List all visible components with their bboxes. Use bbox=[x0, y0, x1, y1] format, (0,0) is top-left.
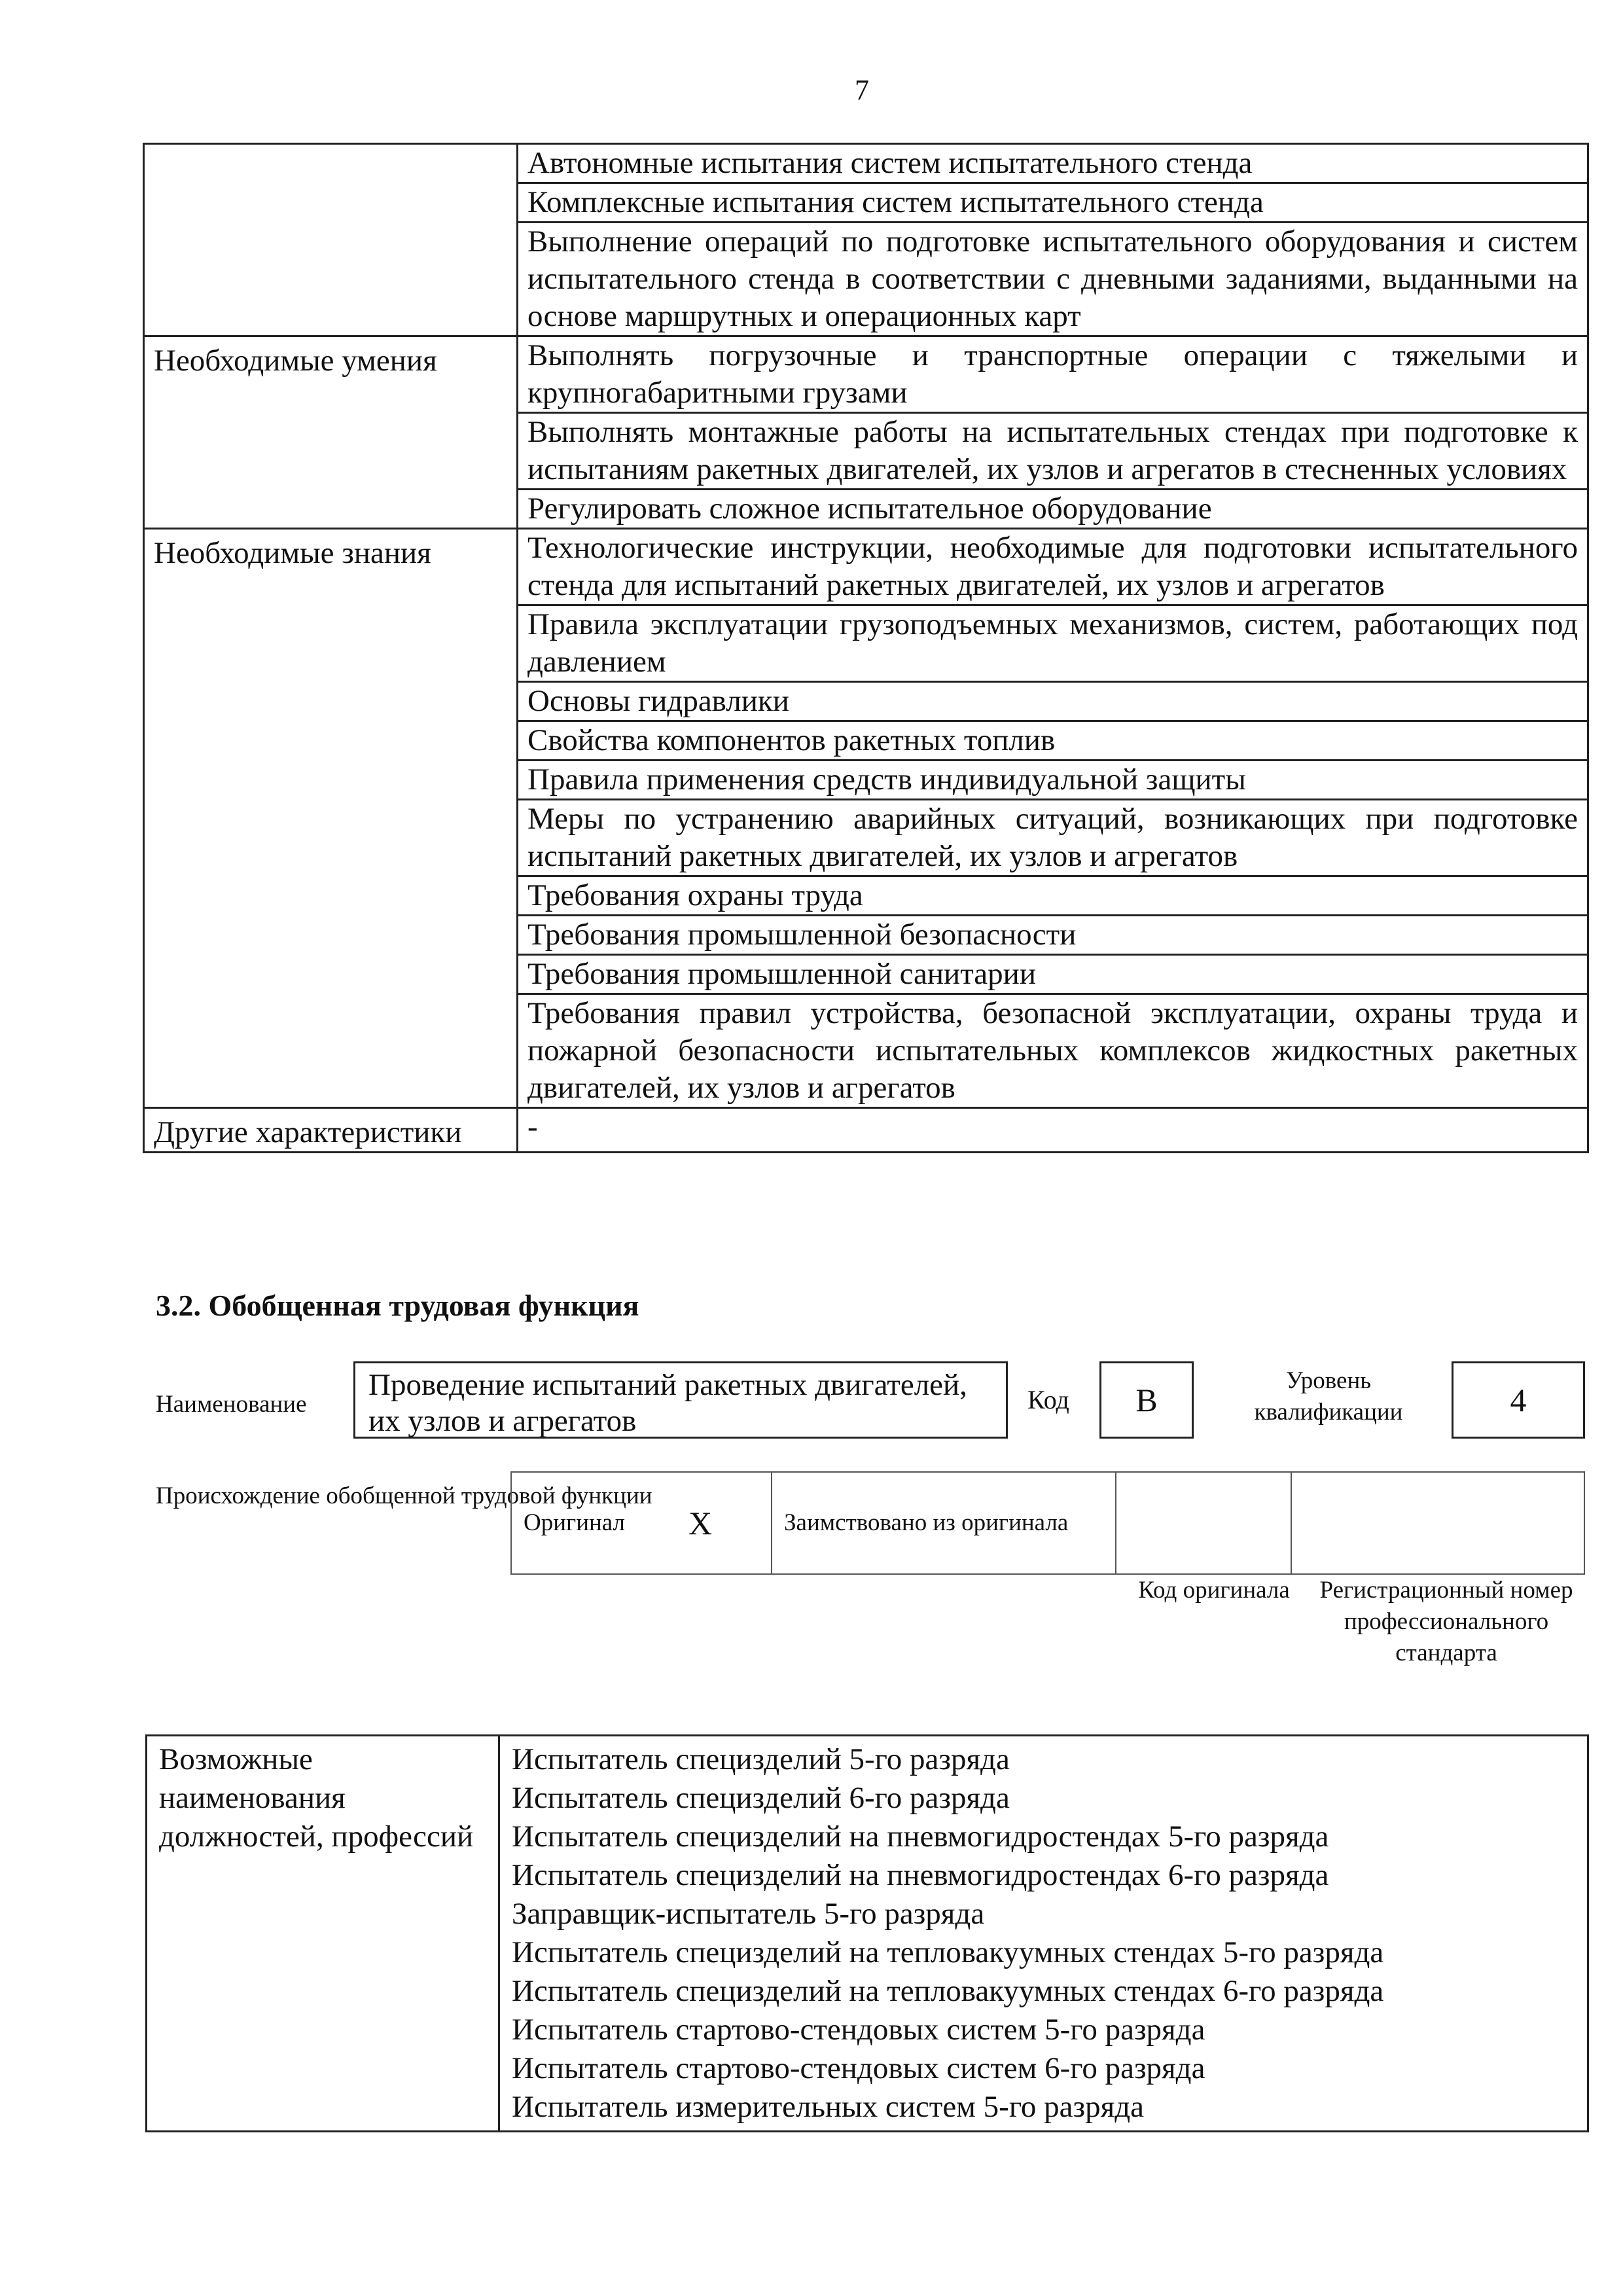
positions-list bbox=[499, 1736, 1588, 2132]
row-label: Необходимые умения bbox=[144, 336, 518, 529]
position-item: Испытатель специзделий на тепловакуумных стендах 6-го разряда bbox=[512, 1974, 1384, 2008]
origin-table bbox=[510, 1471, 1585, 1575]
table-row bbox=[144, 336, 1588, 413]
table-row bbox=[144, 1108, 1588, 1153]
row-item: Правила эксплуатации грузоподъемных механизмов, систем, работающих под давлением bbox=[518, 605, 1588, 682]
row-item: Автономные испытания систем испытательного стенда bbox=[518, 144, 1588, 183]
qualification-level-label: Уровень квалификации bbox=[1254, 1367, 1403, 1426]
row-label: Другие характеристики bbox=[144, 1108, 518, 1153]
positions-label: Возможные наименования должностей, профессий bbox=[147, 1736, 499, 2132]
row-item: Выполнять погрузочные и транспортные операции с тяжелыми и крупногабаритными грузами bbox=[518, 336, 1588, 413]
position-item: Заправщик-испытатель 5-го разряда bbox=[512, 1897, 985, 1931]
caption-registration-number: Регистрационный номер профессионального стандарта bbox=[1319, 1577, 1573, 1666]
positions-table bbox=[145, 1734, 1589, 2132]
position-item: Испытатель специзделий 5-го разряда bbox=[512, 1742, 1010, 1776]
origin-label: Происхождение обобщенной трудовой функции bbox=[156, 1482, 652, 1509]
row-item: - bbox=[518, 1108, 1588, 1153]
position-item: Испытатель специзделий на пневмогидростендах 5-го разряда bbox=[512, 1820, 1329, 1854]
row-item: Требования промышленной безопасности bbox=[518, 916, 1588, 955]
table-row bbox=[144, 144, 1588, 183]
labor-function-table bbox=[143, 143, 1589, 1153]
qualification-level-value: 4 bbox=[1452, 1361, 1585, 1439]
page-number: 7 bbox=[855, 74, 869, 106]
row-item: Меры по устранению аварийных ситуаций, возникающих при подготовке испытаний ракетных двигателей, их узлов и агрегатов bbox=[518, 800, 1588, 876]
row-item: Правила применения средств индивидуальной защиты bbox=[518, 761, 1588, 800]
origin-reg-number-cell bbox=[1291, 1472, 1584, 1574]
row-item: Комплексные испытания систем испытательного стенда bbox=[518, 183, 1588, 223]
origin-code-cell bbox=[1116, 1472, 1291, 1574]
row-item: Требования промышленной санитарии bbox=[518, 955, 1588, 994]
row-item: Требования правил устройства, безопасной эксплуатации, охраны труда и пожарной безопасности испытательных комплексов жидкостных ракетных двигателей, их узлов и агрегатов bbox=[518, 994, 1588, 1108]
position-item: Испытатель стартово-стендовых систем 5-го разряда bbox=[512, 2013, 1205, 2047]
row-label: Необходимые знания bbox=[144, 529, 518, 1108]
position-item: Испытатель специзделий 6-го разряда bbox=[512, 1781, 1010, 1815]
table-row bbox=[144, 529, 1588, 605]
row-item: Технологические инструкции, необходимые для подготовки испытательного стенда для испытаний ракетных двигателей, их узлов и агрегатов bbox=[518, 529, 1588, 605]
row-item: Выполнение операций по подготовке испытательного оборудования и систем испытательного стенда в соответствии с дневными заданиями, выданными на основе маршрутных и операционных карт bbox=[518, 223, 1588, 336]
code-label: Код bbox=[1027, 1385, 1069, 1414]
section-title: 3.2. Обобщенная трудовая функция bbox=[156, 1289, 639, 1322]
row-item: Выполнять монтажные работы на испытательных стендах при подготовке к испытаниям ракетных двигателей, их узлов и агрегатов в стесненных условиях bbox=[518, 413, 1588, 490]
position-item: Испытатель стартово-стендовых систем 6-го разряда bbox=[512, 2051, 1205, 2085]
position-item: Испытатель специзделий на пневмогидростендах 6-го разряда bbox=[512, 1858, 1329, 1892]
position-item: Испытатель специзделий на тепловакуумных стендах 5-го разряда bbox=[512, 1935, 1384, 1969]
origin-original-label: Оригинал bbox=[524, 1509, 626, 1536]
code-value: B bbox=[1099, 1361, 1194, 1439]
row-item: Регулировать сложное испытательное оборудование bbox=[518, 490, 1588, 529]
row-label bbox=[144, 144, 518, 336]
origin-borrowed-label: Заимствовано из оригинала bbox=[772, 1472, 1116, 1574]
row-item: Основы гидравлики bbox=[518, 682, 1588, 721]
origin-original-cell bbox=[511, 1472, 772, 1574]
function-name-value: Проведение испытаний ракетных двигателей, их узлов и агрегатов bbox=[353, 1361, 1008, 1439]
position-item: Испытатель измерительных систем 5-го разряда bbox=[512, 2090, 1145, 2124]
origin-original-mark: X bbox=[688, 1505, 713, 1541]
row-item: Свойства компонентов ракетных топлив bbox=[518, 721, 1588, 761]
caption-origin-code: Код оригинала bbox=[1138, 1577, 1290, 1604]
row-item: Требования охраны труда bbox=[518, 876, 1588, 916]
name-label: Наименование bbox=[156, 1391, 307, 1418]
